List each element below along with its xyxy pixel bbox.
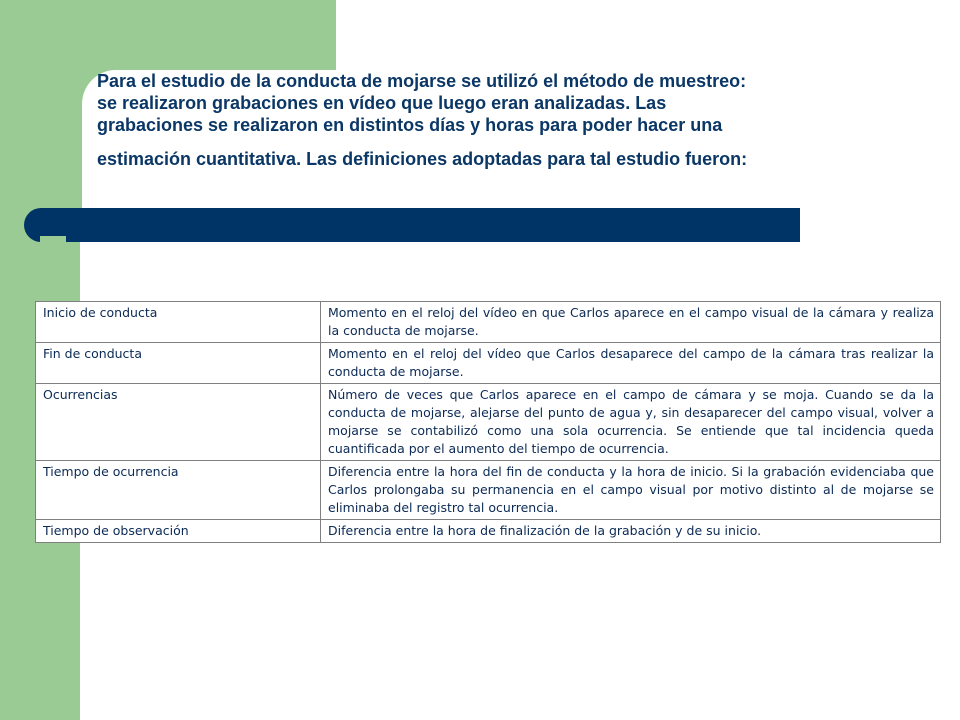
definition-cell: Momento en el reloj del vídeo en que Carlos aparece en el campo visual de la cámara y realiza la conducta de mojarse. [321,302,941,343]
term-cell: Inicio de conducta [36,302,321,343]
definition-cell: Momento en el reloj del vídeo que Carlos desaparece del campo de la cámara tras realizar la conducta de mojarse. [321,343,941,384]
slide-heading [97,70,887,170]
table-row [36,302,941,343]
definitions-table [35,301,941,543]
table-row [36,343,941,384]
term-cell: Ocurrencias [36,384,321,461]
definition-cell: Diferencia entre la hora de finalización de la grabación y de su inicio. [321,520,941,543]
definition-cell: Número de veces que Carlos aparece en el campo de cámara y se moja. Cuando se da la conducta de mojarse, alejarse del punto de agua y, sin desaparecer del campo visual, volver a mojarse se contabilizó como una sola ocurrencia. Se entiende que tal incidencia queda cuantificada por el aumento del tiempo de ocurrencia. [321,384,941,461]
heading-line-2: se realizaron grabaciones en vídeo que luego eran analizadas. Las [97,93,667,113]
heading-line-3: grabaciones se realizaron en distintos días y horas para poder hacer una [97,115,723,135]
term-cell: Fin de conducta [36,343,321,384]
heading-line-4: estimación cuantitativa. Las definiciones adoptadas para tal estudio fueron: [97,149,748,169]
heading-line-1: Para el estudio de la conducta de mojarse se utilizó el método de muestreo: [97,71,747,91]
term-cell: Tiempo de observación [36,520,321,543]
table-row [36,384,941,461]
term-cell: Tiempo de ocurrencia [36,461,321,520]
navy-accent-bar [24,208,800,242]
bar-green-notch [40,236,66,242]
definition-cell: Diferencia entre la hora del fin de conducta y la hora de inicio. Si la grabación evidenciaba que Carlos prolongaba su permanencia en el campo visual por motivo distinto al de mojarse se eliminaba del registro tal ocurrencia. [321,461,941,520]
table-row [36,520,941,543]
table-row [36,461,941,520]
